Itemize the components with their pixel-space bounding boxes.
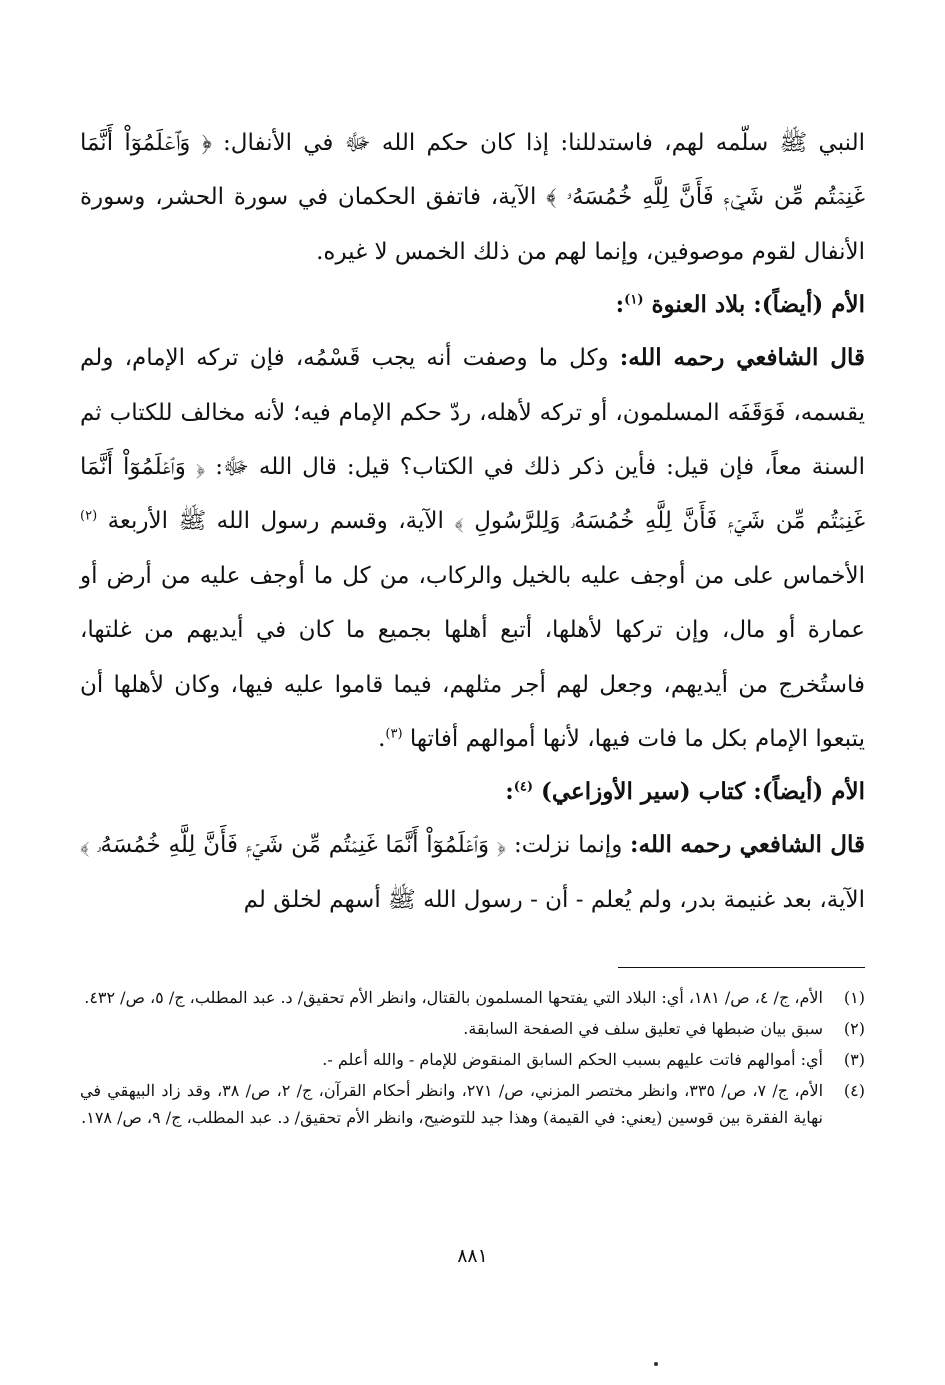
section-heading-1 — [80, 279, 865, 331]
footnote-2 — [80, 1015, 865, 1042]
footnote-ref-1[interactable]: (١) — [624, 292, 644, 308]
footnote-number: (٤) — [843, 1081, 865, 1100]
footnote-number: (٢) — [843, 1019, 865, 1038]
paragraph-2-lead: قال الشافعي رحمه الله: — [619, 344, 865, 372]
scan-speck — [654, 1362, 658, 1366]
footnote-3 — [80, 1046, 865, 1073]
paragraph-2 — [80, 331, 865, 766]
heading-1-text: الأم (أيضاً): بلاد العنوة — [651, 291, 865, 319]
paragraph-3-lead: قال الشافعي رحمه الله: — [630, 831, 865, 859]
footnote-ref-3[interactable]: (٣) — [385, 726, 403, 742]
heading-2-colon: : — [505, 778, 514, 806]
paragraph-2-text-a: وكل ما وصفت أنه يجب قَسْمُه، فإن تركه الإمام، ولم يقسمه، فَوَقَفَه المسلمون، أو تركه لأهله، ردّ حكم الإمام فيه؛ لأنه مخالف للكتاب ثم السنة معاً، فإن قيل: فأين ذكر ذلك في الكتاب؟ قيل: قال الله ﷻ: ﴿ وَٱعۡلَمُوٓاْ أَنَّمَا غَنِمۡتُم مِّن شَيۡءٖ فَأَنَّ لِلَّهِ خُمُسَهُۥ وَلِلرَّسُولِ ﴾ الآية، وقسم رسول الله ﷺ الأربعة — [80, 345, 866, 535]
footnote-separator — [618, 967, 865, 968]
footnote-text: أي: أموالهم فاتت عليهم بسبب الحكم السابق المنقوض للإمام - والله أعلم -. — [322, 1050, 823, 1069]
paragraph-3 — [80, 818, 865, 927]
section-heading-2 — [80, 766, 865, 818]
footnote-number: (٣) — [843, 1050, 865, 1069]
paragraph-2-text-b: الأخماس على من أوجف عليه بالخيل والركاب، من كل ما أوجف عليه من أرض أو عمارة أو مال، وإن تركها لأهلها، أتبع أهلها بجميع ما كان في أيديهم من غلتها، فاستُخرج من أيديهم، وجعل لهم أجر مثلهم، فيما قاموا عليه فيها، وكان لأهلها أن يتبعوا الإمام بكل ما فات فيها، لأنها أموالهم أفاتها — [80, 562, 865, 753]
footnote-ref-2[interactable]: (٢) — [80, 508, 98, 524]
heading-1-colon: : — [615, 291, 625, 319]
paragraph-1: النبي ﷺ سلّمه لهم، فاستدللنا: إذا كان حكم الله ﷻ في الأنفال: ﴿ وَٱعۡلَمُوٓاْ أَنَّمَا غَنِمۡتُم مِّن شَيۡءٖ فَأَنَّ لِلَّهِ خُمُسَهُۥ ﴾ الآية، فاتفق الحكمان في سورة الحشر، وسورة الأنفال لقوم موصوفين، وإنما لهم من ذلك الخمس لا غيره. — [80, 130, 865, 265]
footnote-text: سبق بيان ضبطها في تعليق سلف في الصفحة السابقة. — [463, 1019, 823, 1038]
heading-2-text: الأم (أيضاً): كتاب (سير الأوزاعي) — [541, 778, 865, 806]
footnote-text: الأم، ج/ ٧، ص/ ٣٣٥، وانظر مختصر المزني، ص/ ٢٧١، وانظر أحكام القرآن، ج/ ٢، ص/ ٣٨، وقد زاد البيهقي في نهاية الفقرة بين قوسين (يعني: في القيمة) وهذا جيد للتوضيح، وانظر الأم تحقيق/ د. عبد المطلب، ج/ ٩، ص/ ١٧٨. — [80, 1081, 824, 1127]
footnote-text: الأم، ج/ ٤، ص/ ١٨١، أي: البلاد التي يفتحها المسلمون بالقتال، وانظر الأم تحقيق/ د. عبد المطلب، ج/ ٥، ص/ ٤٣٢. — [84, 988, 823, 1007]
page-number: ٨٨١ — [457, 1245, 488, 1267]
paragraph-2-end: . — [378, 726, 386, 753]
footnotes — [80, 984, 865, 1135]
footnote-number: (١) — [843, 988, 865, 1007]
footnote-ref-4[interactable]: (٤) — [513, 779, 533, 795]
main-text — [80, 116, 865, 927]
footnote-1 — [80, 984, 865, 1011]
footnote-4 — [80, 1077, 865, 1131]
paragraph-3-text: وإنما نزلت: ﴿ وَٱعۡلَمُوٓاْ أَنَّمَا غَنِمۡتُم مِّن شَيۡءٖ فَأَنَّ لِلَّهِ خُمُسَهُۥ ﴾ الآية، بعد غنيمة بدر، ولم يُعلم - أن - رسول الله ﷺ أسهم لخلق لم — [80, 832, 865, 913]
